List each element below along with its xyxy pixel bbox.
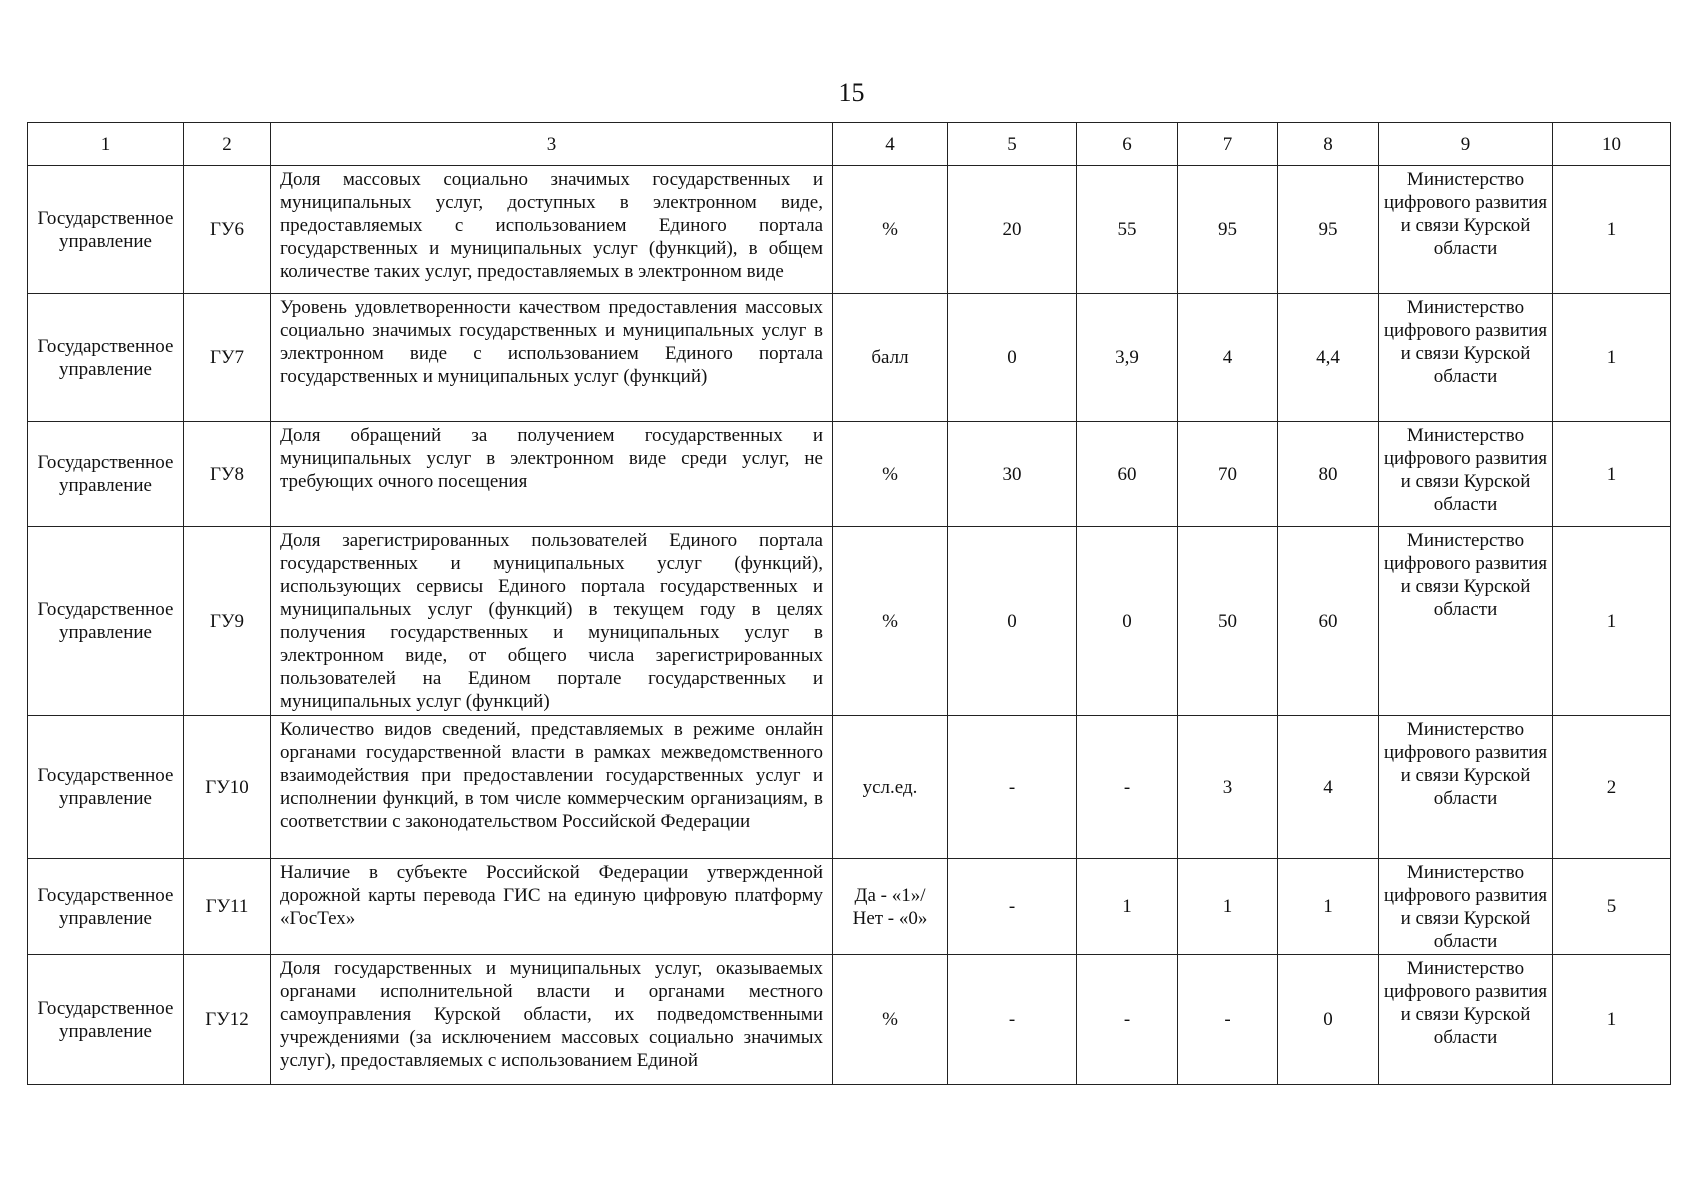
unit-cell: % [833, 527, 948, 716]
ministry-cell: Министерство цифрового развития и связи Курской области [1379, 716, 1553, 859]
value-cell: 70 [1178, 422, 1278, 527]
value-cell: 1 [1553, 294, 1671, 422]
table-row [28, 527, 1671, 716]
value-cell: 4 [1178, 294, 1278, 422]
column-header: 6 [1077, 123, 1178, 166]
value-cell: 0 [948, 527, 1077, 716]
column-header: 1 [28, 123, 184, 166]
code-cell: ГУ11 [184, 859, 271, 955]
table-row [28, 422, 1671, 527]
description-cell: Доля государственных и муниципальных услуг, оказываемых органами исполнительной власти и органами местного самоуправления Курской области, их подведомственными учреждениями (за исключением массовых социально значимых услуг), предоставляемых с использованием Единой [271, 955, 833, 1085]
unit-cell: балл [833, 294, 948, 422]
table-row [28, 955, 1671, 1085]
column-header: 9 [1379, 123, 1553, 166]
table-row [28, 859, 1671, 955]
column-header: 5 [948, 123, 1077, 166]
area-cell: Государственное управление [28, 294, 184, 422]
page-number: 15 [838, 78, 865, 107]
value-cell: - [1077, 955, 1178, 1085]
value-cell: 3 [1178, 716, 1278, 859]
value-cell: 50 [1178, 527, 1278, 716]
ministry-cell: Министерство цифрового развития и связи Курской области [1379, 527, 1553, 716]
description-cell: Наличие в субъекте Российской Федерации утвержденной дорожной карты перевода ГИС на единую цифровую платформу «ГосТех» [271, 859, 833, 955]
value-cell: - [948, 716, 1077, 859]
value-cell: 95 [1178, 166, 1278, 294]
area-cell: Государственное управление [28, 859, 184, 955]
value-cell: 4,4 [1278, 294, 1379, 422]
column-header: 7 [1178, 123, 1278, 166]
description-cell: Доля обращений за получением государственных и муниципальных услуг в электронном виде среди услуг, не требующих очного посещения [271, 422, 833, 527]
value-cell: 1 [1178, 859, 1278, 955]
value-cell: 0 [1077, 527, 1178, 716]
code-cell: ГУ6 [184, 166, 271, 294]
value-cell: 0 [948, 294, 1077, 422]
unit-cell: Да - «1»/ Нет - «0» [833, 859, 948, 955]
area-cell: Государственное управление [28, 166, 184, 294]
value-cell: 80 [1278, 422, 1379, 527]
value-cell: - [1178, 955, 1278, 1085]
description-cell: Доля зарегистрированных пользователей Единого портала государственных и муниципальных услуг (функций), использующих сервисы Единого портала государственных и муниципальных услуг (функций) в текущем году в целях получения государственных и муниципальных услуг в электронном виде, от общего числа зарегистрированных пользователей на Едином портале государственных и муниципальных услуг (функций) [271, 527, 833, 716]
value-cell: 4 [1278, 716, 1379, 859]
value-cell: 1 [1553, 527, 1671, 716]
column-header: 8 [1278, 123, 1379, 166]
value-cell: 20 [948, 166, 1077, 294]
value-cell: 95 [1278, 166, 1379, 294]
value-cell: 5 [1553, 859, 1671, 955]
ministry-cell: Министерство цифрового развития и связи Курской области [1379, 166, 1553, 294]
table-row [28, 294, 1671, 422]
area-cell: Государственное управление [28, 955, 184, 1085]
indicators-table [27, 122, 1671, 1085]
area-cell: Государственное управление [28, 716, 184, 859]
column-header: 3 [271, 123, 833, 166]
ministry-cell: Министерство цифрового развития и связи Курской области [1379, 294, 1553, 422]
area-cell: Государственное управление [28, 527, 184, 716]
table-row [28, 716, 1671, 859]
column-header: 4 [833, 123, 948, 166]
value-cell: - [1077, 716, 1178, 859]
unit-cell: усл.ед. [833, 716, 948, 859]
unit-cell: % [833, 422, 948, 527]
value-cell: 3,9 [1077, 294, 1178, 422]
value-cell: 1 [1077, 859, 1178, 955]
value-cell: 60 [1077, 422, 1178, 527]
unit-cell: % [833, 166, 948, 294]
column-header: 10 [1553, 123, 1671, 166]
code-cell: ГУ10 [184, 716, 271, 859]
code-cell: ГУ9 [184, 527, 271, 716]
value-cell: - [948, 859, 1077, 955]
value-cell: 30 [948, 422, 1077, 527]
code-cell: ГУ12 [184, 955, 271, 1085]
table-row [28, 166, 1671, 294]
description-cell: Уровень удовлетворенности качеством предоставления массовых социально значимых государственных и муниципальных услуг в электронном виде с использованием Единого портала государственных и муниципальных услуг (функций) [271, 294, 833, 422]
description-cell: Количество видов сведений, представляемых в режиме онлайн органами государственной власти в рамках межведомственного взаимодействия при предоставлении государственных услуг и исполнении функций, в том числе коммерческим организациям, в соответствии с законодательством Российской Федерации [271, 716, 833, 859]
value-cell: 1 [1553, 166, 1671, 294]
code-cell: ГУ7 [184, 294, 271, 422]
code-cell: ГУ8 [184, 422, 271, 527]
value-cell: 0 [1278, 955, 1379, 1085]
value-cell: 2 [1553, 716, 1671, 859]
value-cell: 1 [1553, 422, 1671, 527]
value-cell: 60 [1278, 527, 1379, 716]
area-cell: Государственное управление [28, 422, 184, 527]
value-cell: - [948, 955, 1077, 1085]
ministry-cell: Министерство цифрового развития и связи Курской области [1379, 422, 1553, 527]
description-cell: Доля массовых социально значимых государственных и муниципальных услуг, доступных в электронном виде, предоставляемых с использованием Единого портала государственных и муниципальных услуг (функций), в общем количестве таких услуг, предоставляемых в электронном виде [271, 166, 833, 294]
value-cell: 55 [1077, 166, 1178, 294]
header-row [28, 123, 1671, 166]
value-cell: 1 [1553, 955, 1671, 1085]
value-cell: 1 [1278, 859, 1379, 955]
column-header: 2 [184, 123, 271, 166]
ministry-cell: Министерство цифрового развития и связи Курской области [1379, 955, 1553, 1085]
unit-cell: % [833, 955, 948, 1085]
ministry-cell: Министерство цифрового развития и связи Курской области [1379, 859, 1553, 955]
